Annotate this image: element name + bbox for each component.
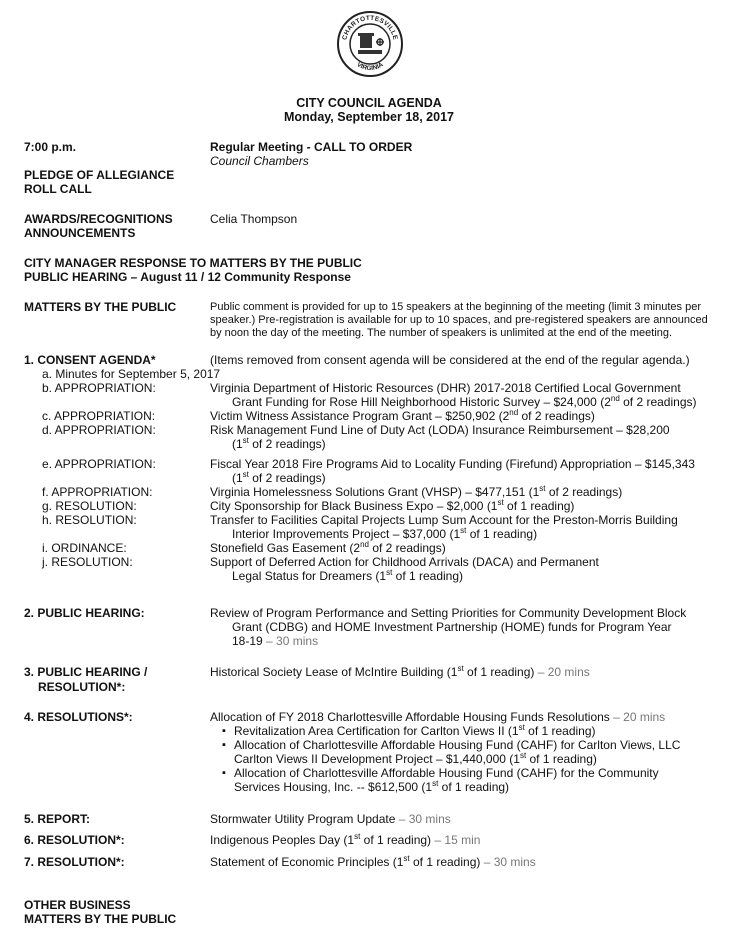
item5-text: Stormwater Utility Program Update – 30 mins [210,812,451,826]
consent-item-j-line1: Support of Deferred Action for Childhood Arrivals (DACA) and Permanent [210,555,599,569]
item2-line3: 18-19 – 30 mins [232,634,319,648]
consent-item-b-line1: Virginia Department of Historic Resources (DHR) 2017-2018 Certified Local Government [210,381,681,395]
item4-label: 4. RESOLUTIONS*: [24,710,133,724]
consent-item-j [42,555,732,569]
consent-item-h-line2: Interior Improvements Project – $37,000 (1st of 1 reading) [232,526,538,541]
consent-item-d-label: d. APPROPRIATION: [42,423,156,437]
item6-label: 6. RESOLUTION*: [24,833,125,847]
item2-label: 2. PUBLIC HEARING: [24,606,145,620]
consent-item-j-cont [42,569,732,583]
matters-description-3: by noon the day of the meeting. The number of speakers is unlimited at the end of the meeting. [210,327,673,339]
consent-item-g [42,499,732,513]
consent-item-d-line2: (1st of 2 readings) [232,436,326,451]
item3-time: – 20 mins [534,665,590,679]
consent-item-h-cont [42,527,732,541]
item4-time: – 20 mins [609,710,666,724]
item7-time: – 30 mins [480,855,536,869]
consent-item-d-line1: Risk Management Fund Line of Duty Act (LODA) Insurance Reimbursement – $28,200 [210,423,670,437]
consent-item-e-label: e. APPROPRIATION: [42,457,156,471]
consent-agenda-label: 1. CONSENT AGENDA* [24,353,156,367]
seal-top-text: CHARTOTTESVILLE [341,14,399,41]
item4-bullets [210,724,730,794]
announcements: ANNOUNCEMENTS [24,226,136,240]
consent-item-b-label: b. APPROPRIATION: [42,381,156,395]
item3-label2: RESOLUTION*: [38,680,126,694]
item4-bullet-3: ▪ Allocation of Charlottesville Affordable Housing Fund (CAHF) for the Community [210,766,730,780]
consent-item-f-text: Virginia Homelessness Solutions Grant (VHSP) – $477,151 (1st of 2 readings) [210,484,623,499]
item6-text: Indigenous Peoples Day (1st of 1 reading) – 15 min [210,832,481,847]
consent-item-i-text: Stonefield Gas Easement (2nd of 2 readings) [210,540,446,555]
consent-item-b-cont [42,395,732,409]
consent-item-f [42,485,732,499]
consent-item-g-label: g. RESOLUTION: [42,499,137,513]
awards-recognitions: AWARDS/RECOGNITIONS [24,212,173,226]
consent-item-j-line2: Legal Status for Dreamers (1st of 1 reading) [232,568,464,583]
consent-agenda-note: (Items removed from consent agenda will be considered at the end of the regular agenda.) [210,353,690,367]
item4-line1: Allocation of FY 2018 Charlottesville Affordable Housing Funds Resolutions – 20 mins [210,710,666,724]
item2-line1: Review of Program Performance and Setting Priorities for Community Development Block [210,606,687,620]
consent-item-a-text: a. Minutes for September 5, 2017 [42,367,221,381]
pledge-of-allegiance: PLEDGE OF ALLEGIANCE [24,168,175,182]
item5-label: 5. REPORT: [24,812,91,826]
item4-bullet-2: ▪ Allocation of Charlottesville Affordable Housing Fund (CAHF) for Carlton Views, LLC [210,738,730,752]
consent-item-c [42,409,732,423]
item6-time: – 15 min [431,833,481,847]
city-seal [336,10,404,78]
meeting-time: 7:00 p.m. [24,140,77,154]
item4-bullet-3-cont: Services Housing, Inc. -- $612,500 (1st of 1 reading) [234,779,510,794]
matters-description-1: Public comment is provided for up to 15 speakers at the beginning of the meeting (limit 3 minutes per [210,301,701,313]
consent-item-e-cont [42,471,732,485]
consent-item-b-line2: Grant Funding for Rose Hill Neighborhood Historic Survey – $24,000 (2nd of 2 readings) [232,394,697,409]
consent-item-a [42,367,732,381]
item2-line2: Grant (CDBG) and HOME Investment Partnership (HOME) funds for Program Year [232,620,672,634]
roll-call: ROLL CALL [24,182,92,196]
seal-bottom-text: VIRGINIA [355,61,385,73]
consent-item-h [42,513,732,527]
item3-label1: 3. PUBLIC HEARING / [24,665,148,679]
consent-item-f-label: f. APPROPRIATION: [42,485,153,499]
matters-description-2: speaker.) Pre-registration is available for up to 10 spaces, and pre-registered speakers are announced [210,314,708,326]
consent-items [42,367,732,583]
consent-item-b [42,381,732,395]
meeting-location: Council Chambers [210,154,309,168]
item4-bullet-1: ▪ Revitalization Area Certification for Carlton Views II (1st of 1 reading) [210,724,730,738]
consent-item-e [42,457,732,471]
consent-item-d [42,423,732,437]
closing-matters-by-public: MATTERS BY THE PUBLIC [24,912,177,926]
consent-item-c-label: c. APPROPRIATION: [42,409,156,423]
item7-text: Statement of Economic Principles (1st of 1 reading) – 30 mins [210,854,536,869]
consent-item-i-label: i. ORDINANCE: [42,541,127,555]
item7-label: 7. RESOLUTION*: [24,855,125,869]
agenda-date: Monday, September 18, 2017 [284,110,454,124]
city-manager-response: CITY MANAGER RESPONSE TO MATTERS BY THE PUBLIC [24,256,362,270]
consent-item-h-line1: Transfer to Facilities Capital Projects Lump Sum Account for the Preston-Morris Building [210,513,678,527]
item3-text: Historical Society Lease of McIntire Building (1st of 1 reading) – 20 mins [210,664,590,679]
other-business: OTHER BUSINESS [24,898,131,912]
consent-item-j-label: j. RESOLUTION: [42,555,133,569]
consent-item-g-text: City Sponsorship for Black Business Expo – $2,000 (1st of 1 reading) [210,498,575,513]
matters-by-public-label: MATTERS BY THE PUBLIC [24,300,177,314]
item5-time: – 30 mins [395,812,451,826]
consent-item-h-label: h. RESOLUTION: [42,513,137,527]
agenda-title: CITY COUNCIL AGENDA [296,96,442,110]
item4-bullet-2-cont: Carlton Views II Development Project – $1,440,000 (1st of 1 reading) [234,751,597,766]
consent-item-e-line2: (1st of 2 readings) [232,470,326,485]
meeting-call-to-order: Regular Meeting - CALL TO ORDER [210,140,413,154]
public-hearing-community-response: PUBLIC HEARING – August 11 / 12 Community Response [24,270,351,284]
item2-time: – 30 mins [262,634,319,648]
awards-name: Celia Thompson [210,212,298,226]
consent-item-e-line1: Fiscal Year 2018 Fire Programs Aid to Locality Funding (Firefund) Appropriation – $145,343 [210,457,695,471]
consent-item-c-text: Victim Witness Assistance Program Grant – $250,902 (2nd of 2 readings) [210,408,595,423]
consent-item-d-cont [42,437,732,451]
svg-text:VIRGINIA [355,61,384,72]
consent-item-i [42,541,732,555]
